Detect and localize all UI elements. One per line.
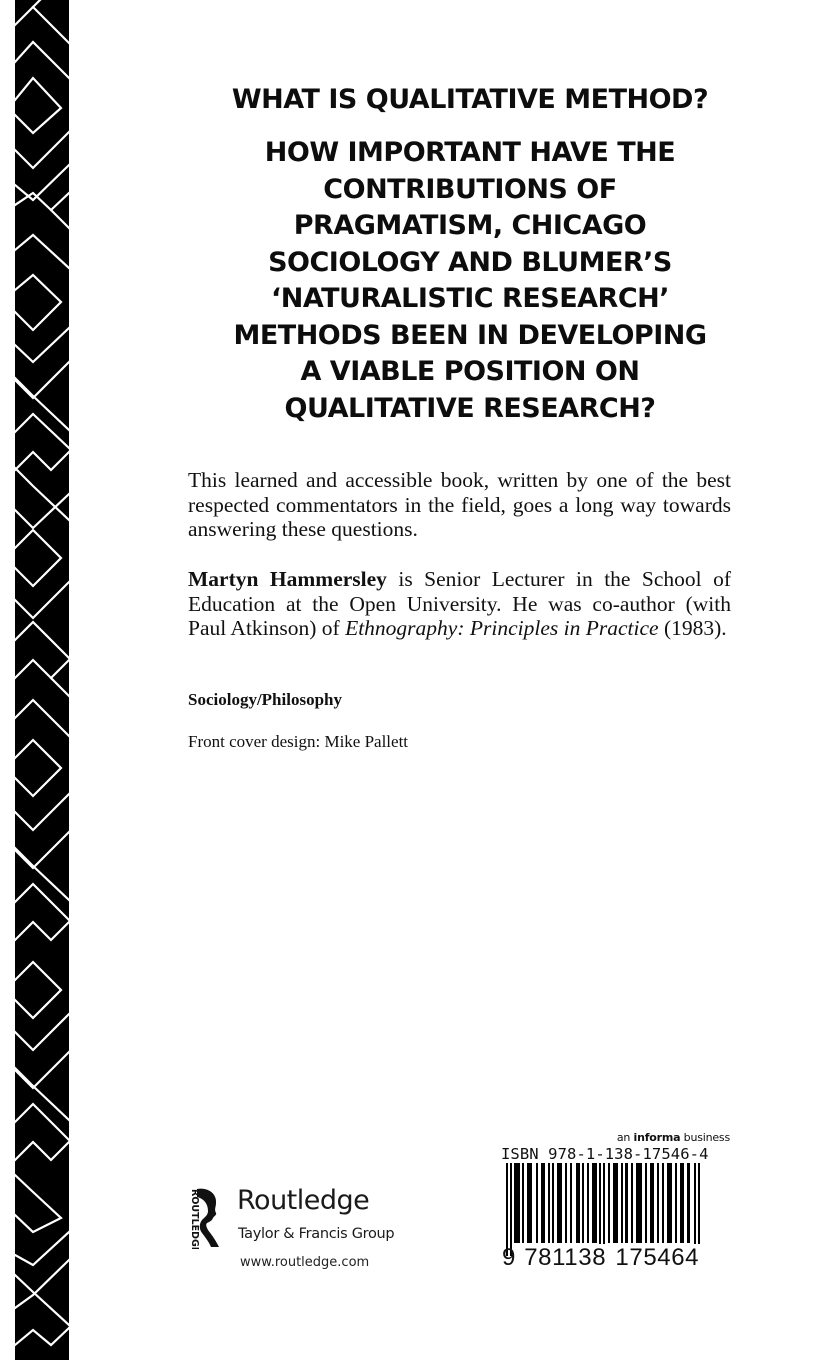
headline-line: SOCIOLOGY AND BLUMER’S bbox=[268, 246, 672, 278]
blurb-paragraph: This learned and accessible book, written by one of the best respected commentators in the field, goes a long way towards answering these questions. bbox=[188, 468, 731, 541]
headline-line: WHAT IS QUALITATIVE METHOD? bbox=[231, 84, 709, 115]
decorative-border-pattern bbox=[15, 0, 69, 1360]
headline-line: ‘NATURALISTIC RESEARCH’ bbox=[270, 283, 670, 314]
barcode-icon bbox=[506, 1163, 702, 1256]
cover-design-credit: Front cover design: Mike Pallett bbox=[188, 732, 409, 751]
barcode-number bbox=[502, 1244, 700, 1272]
headline-line: HOW IMPORTANT HAVE THE bbox=[264, 137, 676, 168]
barcode-left-group: 781138 bbox=[524, 1244, 607, 1271]
headline-line: A VIABLE POSITION ON bbox=[300, 356, 640, 387]
svg-text:ROUTLEDGE: ROUTLEDGE bbox=[189, 1189, 200, 1249]
routledge-logo-icon bbox=[183, 1187, 223, 1249]
publisher-group: Taylor & Francis Group bbox=[238, 1226, 395, 1242]
tagline-brand: informa bbox=[633, 1131, 681, 1144]
author-bio-text: (1983). bbox=[658, 616, 727, 640]
barcode-right-group: 175464 bbox=[615, 1244, 700, 1271]
isbn-label: ISBN 978-1-138-17546-4 bbox=[501, 1145, 709, 1163]
informa-tagline bbox=[617, 1131, 730, 1144]
headline-line: PRAGMATISM, CHICAGO bbox=[293, 210, 647, 241]
headline-question-1 bbox=[180, 82, 760, 118]
author-bio bbox=[188, 567, 731, 641]
tagline-suffix: business bbox=[680, 1131, 730, 1144]
book-title: Ethnography: Principles in Practice bbox=[345, 616, 659, 640]
author-bio-text: is Senior Lecturer in the School of Education at the Open University. He was co-author (with Paul Atkinson) of bbox=[188, 567, 731, 640]
publisher-name: Routledge bbox=[237, 1185, 370, 1216]
headline-question-2 bbox=[180, 135, 760, 427]
publisher-url[interactable]: www.routledge.com bbox=[240, 1255, 370, 1270]
headline-line: QUALITATIVE RESEARCH? bbox=[284, 392, 656, 424]
headline-line: CONTRIBUTIONS OF bbox=[323, 173, 617, 205]
barcode-first-digit: 9 bbox=[502, 1244, 516, 1271]
lattice-pattern-icon bbox=[15, 0, 69, 1360]
author-name: Martyn Hammersley bbox=[188, 567, 387, 591]
headline-line: METHODS BEEN IN DEVELOPING bbox=[233, 319, 707, 351]
tagline-prefix: an bbox=[616, 1131, 634, 1144]
subject-category: Sociology/Philosophy bbox=[188, 690, 342, 709]
